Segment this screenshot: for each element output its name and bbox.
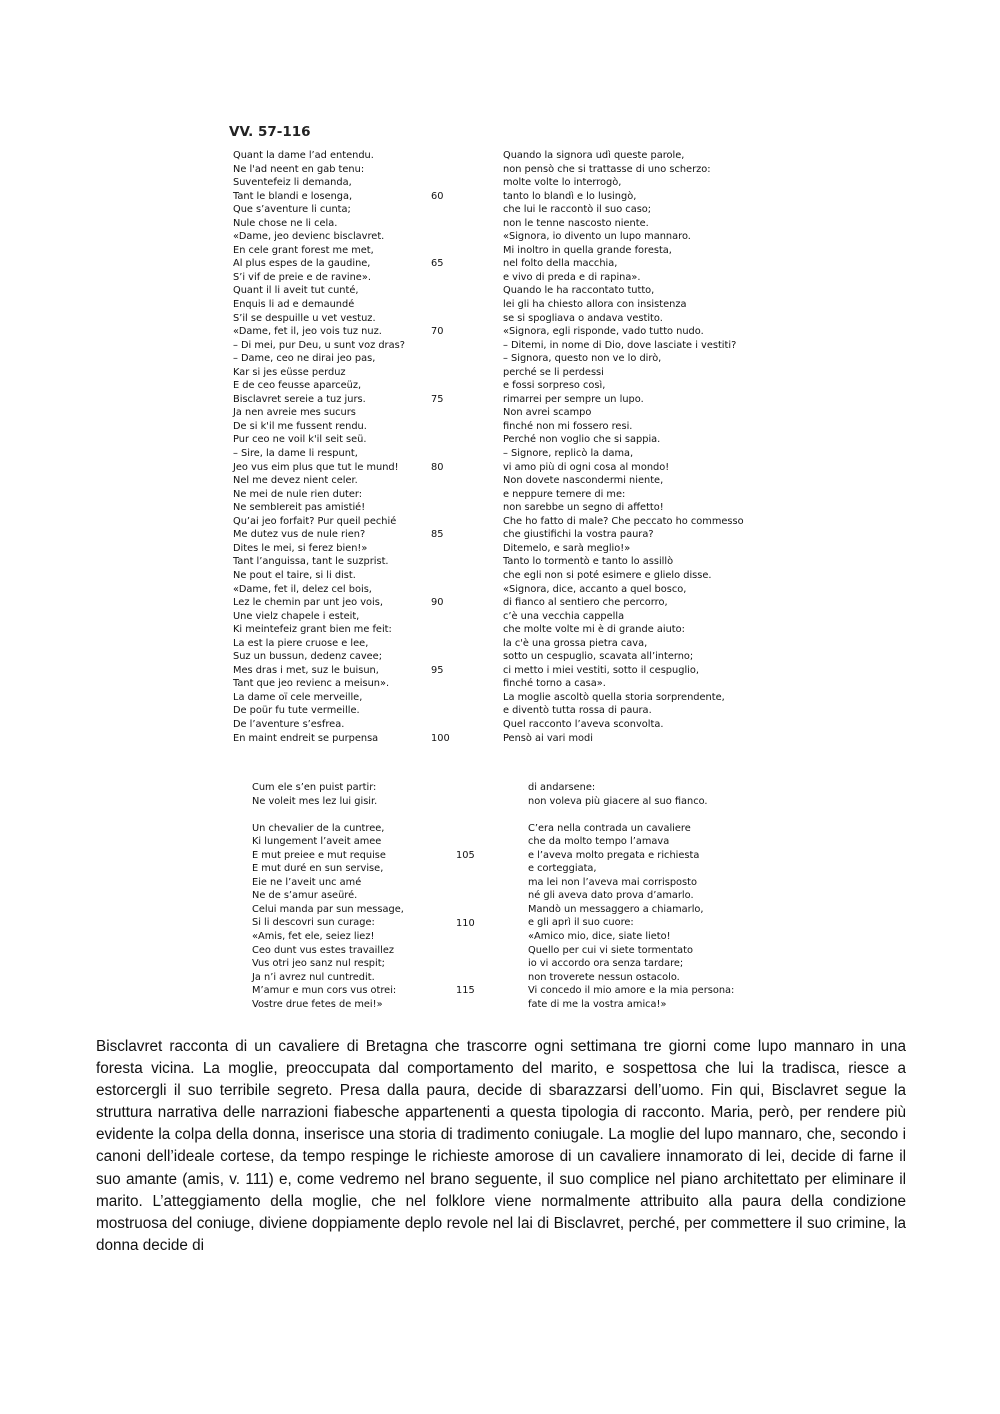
line-number: 75 xyxy=(431,393,444,405)
translation-line: Ditemelo, e sarà meglio!» xyxy=(503,542,631,554)
translation-line: Quando le ha raccontato tutto, xyxy=(503,285,655,297)
verse-line: De si k'il me fussent rendu. xyxy=(233,420,367,432)
verse-line: «Dame, jeo devienc bisclavret. xyxy=(233,231,385,243)
line-number: 110 xyxy=(456,917,475,929)
verse-block-2 xyxy=(252,781,772,1021)
translation-line: rimarrei per sempre un lupo. xyxy=(503,393,644,405)
verse-line: Mes dras i met, suz le buisun, xyxy=(233,664,379,676)
translation-line: ci metto i miei vestiti, sotto il cespuglio, xyxy=(503,664,699,676)
line-number: 90 xyxy=(431,597,444,609)
translation-line: di fianco al sentiero che percorro, xyxy=(503,597,668,609)
line-number: 60 xyxy=(431,190,444,202)
verse-line: – Di mei, pur Deu, u sunt voz dras? xyxy=(233,339,405,351)
translation-line: io vi accordo ora senza tardare; xyxy=(528,958,684,970)
verse-line: De l’aventure s’esfrea. xyxy=(233,718,345,730)
translation-line: molte volte lo interrogò, xyxy=(503,177,622,189)
verse-line: Quant il li aveit tut cunté, xyxy=(233,285,359,297)
verse-line: Enquis li ad e demaundé xyxy=(233,299,355,311)
verse-line: En maint endreit se purpensa xyxy=(233,732,379,744)
translation-line: e diventò tutta rossa di paura. xyxy=(503,705,652,717)
verse-line: Que s’aventure li cunta; xyxy=(233,204,351,216)
translation-line: perché se li perdessi xyxy=(503,366,604,378)
verse-line: Al plus espes de la gaudine, xyxy=(233,258,371,270)
verse-line: Ne mei de nule rien duter: xyxy=(233,488,363,500)
translation-line: Tanto lo tormentò e tanto lo assillò xyxy=(503,556,674,568)
translation-line: tanto lo blandì e lo lusingò, xyxy=(503,190,637,202)
translation-line: che lui le raccontò il suo caso; xyxy=(503,204,652,216)
translation-line: e corteggiata, xyxy=(528,863,597,875)
translation-line: che da molto tempo l’amava xyxy=(528,836,670,848)
verse-line: S’il se despuille u vet vestuz. xyxy=(233,312,376,324)
translation-line: «Amico mio, dice, siate lieto! xyxy=(528,931,671,943)
verse-line: Ne pout el taire, si li dist. xyxy=(233,569,356,581)
translation-line: «Signora, io divento un lupo mannaro. xyxy=(503,231,691,243)
verse-line: Cum ele s’en puist partir: xyxy=(252,782,377,793)
translation-line: «Signora, egli risponde, vado tutto nudo. xyxy=(503,326,704,338)
verse-line: Dites le mei, si ferez bien!» xyxy=(233,542,368,554)
translation-line: Non avrei scampo xyxy=(503,407,592,419)
translation-line: fate di me la vostra amica!» xyxy=(528,998,667,1010)
line-number: 95 xyxy=(431,664,444,676)
translation-line: Quando la signora udì queste parole, xyxy=(503,150,685,161)
verse-line: En cele grant forest me met, xyxy=(233,244,374,256)
line-number: 65 xyxy=(431,258,444,270)
verse-line: Kar si jes eüsse perduz xyxy=(233,366,346,378)
verse-line: E de ceo feusse aparceüz, xyxy=(233,380,362,392)
verse-line: Jeo vus eim plus que tut le mund! xyxy=(233,461,399,473)
verse-line: La dame oï cele merveille, xyxy=(233,691,363,703)
verse-line: Suventefeiz li demanda, xyxy=(233,177,352,189)
translation-line: che giustifichi la vostra paura? xyxy=(503,529,654,541)
verse-line: «Dame, fet il, delez cel bois, xyxy=(233,583,372,595)
verse-line: Me dutez vus de nule rien? xyxy=(233,529,366,541)
translation-line: Vi concedo il mio amore e la mia persona: xyxy=(528,985,735,997)
verse-line: S’i vif de preie e de ravine». xyxy=(233,271,371,283)
verse-line: Qu’ai jeo forfait? Pur queil pechié xyxy=(233,515,397,527)
verse-line: Eie ne l’aveit unc amé xyxy=(252,876,362,888)
verse-line: Tant que jeo revienc a meisun». xyxy=(233,678,390,690)
translation-line: Perché non voglio che si sappia. xyxy=(503,434,661,446)
translation-column xyxy=(503,149,744,745)
original-text-column xyxy=(233,149,405,745)
verse-line: «Amis, fet ele, seiez liez! xyxy=(252,931,375,943)
verse-line: Ne de s’amur aseüré. xyxy=(252,890,358,902)
verse-line: Ne voleit mes lez lui gisir. xyxy=(252,795,378,807)
translation-line: «Signora, dice, accanto a quel bosco, xyxy=(503,583,687,595)
verse-line: Ne l'ad neent en gab tenu: xyxy=(233,163,365,175)
verse-line: Ki meintefeiz grant bien me feit: xyxy=(233,624,392,636)
translation-line: finché non mi fossero resi. xyxy=(503,420,633,432)
translation-line: né gli aveva dato prova d’amarlo. xyxy=(528,890,694,902)
translation-line: se si spogliava o andava vestito. xyxy=(503,312,663,324)
translation-column xyxy=(528,781,734,1011)
verse-line: Si li descovri sun curage: xyxy=(252,917,375,929)
translation-line: nel folto della macchia, xyxy=(503,258,618,270)
verse-line xyxy=(252,808,404,822)
verse-line: M’amur e mun cors vus otrei: xyxy=(252,985,397,997)
verse-line: Ceo dunt vus estes travaillez xyxy=(252,944,395,956)
verse-line: Quant la dame l’ad entendu. xyxy=(233,150,374,161)
translation-line: lei gli ha chiesto allora con insistenza xyxy=(503,299,687,311)
translation-line: e vivo di preda e di rapina». xyxy=(503,271,641,283)
verse-line: Bisclavret sereie a tuz jurs. xyxy=(233,393,366,405)
translation-line: e fossi sorpreso così, xyxy=(503,380,606,392)
translation-line: Che ho fatto di male? Che peccato ho commesso xyxy=(503,515,744,527)
translation-line: che molte volte mi è di grande aiuto: xyxy=(503,624,685,636)
verse-line: – Dame, ceo ne dirai jeo pas, xyxy=(233,353,376,365)
translation-line: Mi inoltro in quella grande foresta, xyxy=(503,244,672,256)
verse-line: Tant l’anguissa, tant le suzprist. xyxy=(233,556,389,568)
line-number: 105 xyxy=(456,849,475,861)
verse-line: Ja n’i avrez nul cuntredit. xyxy=(252,971,375,983)
translation-line: di andarsene: xyxy=(528,782,596,793)
verse-line: De poür fu tute vermeille. xyxy=(233,705,360,717)
translation-line: c’è una vecchia cappella xyxy=(503,610,625,622)
verse-block-1 xyxy=(233,149,763,749)
verse-line: Suz un bussun, dedenz cavee; xyxy=(233,651,383,663)
translation-line: Quel racconto l’aveva sconvolta. xyxy=(503,718,664,730)
translation-line xyxy=(528,808,734,822)
verse-line: La est la piere cruose e lee, xyxy=(233,637,369,649)
translation-line: e gli aprì il suo cuore: xyxy=(528,917,634,929)
verse-line: E mut preiee e mut requise xyxy=(252,849,386,861)
translation-line: non pensò che si trattasse di uno scherzo: xyxy=(503,163,711,175)
translation-line: Pensò ai vari modi xyxy=(503,732,593,744)
translation-line: e l’aveva molto pregata e richiesta xyxy=(528,849,700,861)
verse-line: Ne sembIereit pas amistié! xyxy=(233,502,366,514)
commentary-paragraph xyxy=(96,1036,906,1257)
line-number: 70 xyxy=(431,326,444,338)
translation-line: Quello per cui vi siete tormentato xyxy=(528,944,693,956)
verse-line: Un chevalier de la cuntree, xyxy=(252,822,385,834)
translation-line: – Signore, replicò la dama, xyxy=(503,448,634,460)
translation-line: non le tenne nascosto niente. xyxy=(503,217,649,229)
verse-line: – Sire, la dame li respunt, xyxy=(233,448,358,460)
translation-line: – Ditemi, in nome di Dio, dove lasciate i vestiti? xyxy=(503,339,737,351)
verse-line: Vus otri jeo sanz nul respit; xyxy=(252,958,385,970)
verse-range-heading: VV. 57-116 xyxy=(229,124,311,140)
translation-line: che egli non si poté esimere e glielo disse. xyxy=(503,569,712,581)
verse-line: Ki lungement l’aveit amee xyxy=(252,836,382,848)
translation-line: ma lei non l’aveva mai corrisposto xyxy=(528,876,697,888)
verse-line: Nel me devez nient celer. xyxy=(233,475,358,487)
translation-line: C’era nella contrada un cavaliere xyxy=(528,822,691,834)
verse-line: Ja nen avreie mes sucurs xyxy=(233,407,356,419)
verse-line: Pur ceo ne voil k'il seit seü. xyxy=(233,434,367,446)
verse-line: Celui manda par sun message, xyxy=(252,903,404,915)
translation-line: e neppure temere di me: xyxy=(503,488,626,500)
verse-line: Vostre drue fetes de mei!» xyxy=(252,998,383,1010)
verse-line: Lez le chemin par unt jeo vois, xyxy=(233,597,383,609)
translation-line: non sarebbe un segno di affetto! xyxy=(503,502,664,514)
commentary-text: Bisclavret racconta di un cavaliere di Bretagna che trascorre ogni settimana tre giorni come lupo mannaro in una foresta vicina. La moglie, preoccupata dal comportamento del marito, e sospettosa che lui la tradisca, riesce a estorcergli il suo terribile segreto. Presa dalla paura, decide di sbarazzarsi dell’uomo. Fin qui, Bisclavret segue la struttura narrativa delle narrazioni fiabesche appartenenti a questa tipologia di racconto. Maria, però, per rendere più evidente la colpa della donna, inserisce una storia di tradimento coniugale. La moglie del lupo mannaro, che, secondo i canoni dell’ideale cortese, da tempo respinge le richieste amorose di un cavaliere innamorato di lei, decide di farne il suo amante (amis, v. 111) e, come vedremo nel brano seguente, il suo complice nel piano architettato per eliminare il marito. L’atteggiamento della moglie, che nel folklore viene normalmente attribuito alla paura della condizione mostruosa del coniuge, diviene doppiamente deplo revole nel lai di Bisclavret, perché, per commettere il suo crimine, la donna decide di xyxy=(96,1038,906,1254)
translation-line: Mandò un messaggero a chiamarlo, xyxy=(528,903,704,915)
translation-line: finché torno a casa». xyxy=(503,678,606,690)
line-number: 80 xyxy=(431,461,444,473)
line-number: 115 xyxy=(456,985,475,997)
translation-line: – Signora, questo non ve lo dirò, xyxy=(503,353,662,365)
translation-line: sotto un cespuglio, scavata all’interno; xyxy=(503,651,694,663)
translation-line: la c'è una grossa pietra cava, xyxy=(503,637,648,649)
translation-line: Non dovete nascondermi niente, xyxy=(503,475,664,487)
verse-line: Nule chose ne li cela. xyxy=(233,217,338,229)
original-text-column xyxy=(252,781,404,1011)
verse-line: «Dame, fet il, jeo vois tuz nuz. xyxy=(233,326,382,338)
verse-line: Tant le blandi e losenga, xyxy=(233,190,353,202)
translation-line: non voleva più giacere al suo fianco. xyxy=(528,795,708,807)
verse-line: E mut duré en sun servise, xyxy=(252,863,384,875)
line-number: 100 xyxy=(431,732,450,744)
translation-line: non troverete nessun ostacolo. xyxy=(528,971,680,983)
line-number: 85 xyxy=(431,529,444,541)
translation-line: La moglie ascoltò quella storia sorprendente, xyxy=(503,691,725,703)
translation-line: vi amo più di ogni cosa al mondo! xyxy=(503,461,670,473)
verse-line: Une vielz chapele i esteit, xyxy=(233,610,360,622)
